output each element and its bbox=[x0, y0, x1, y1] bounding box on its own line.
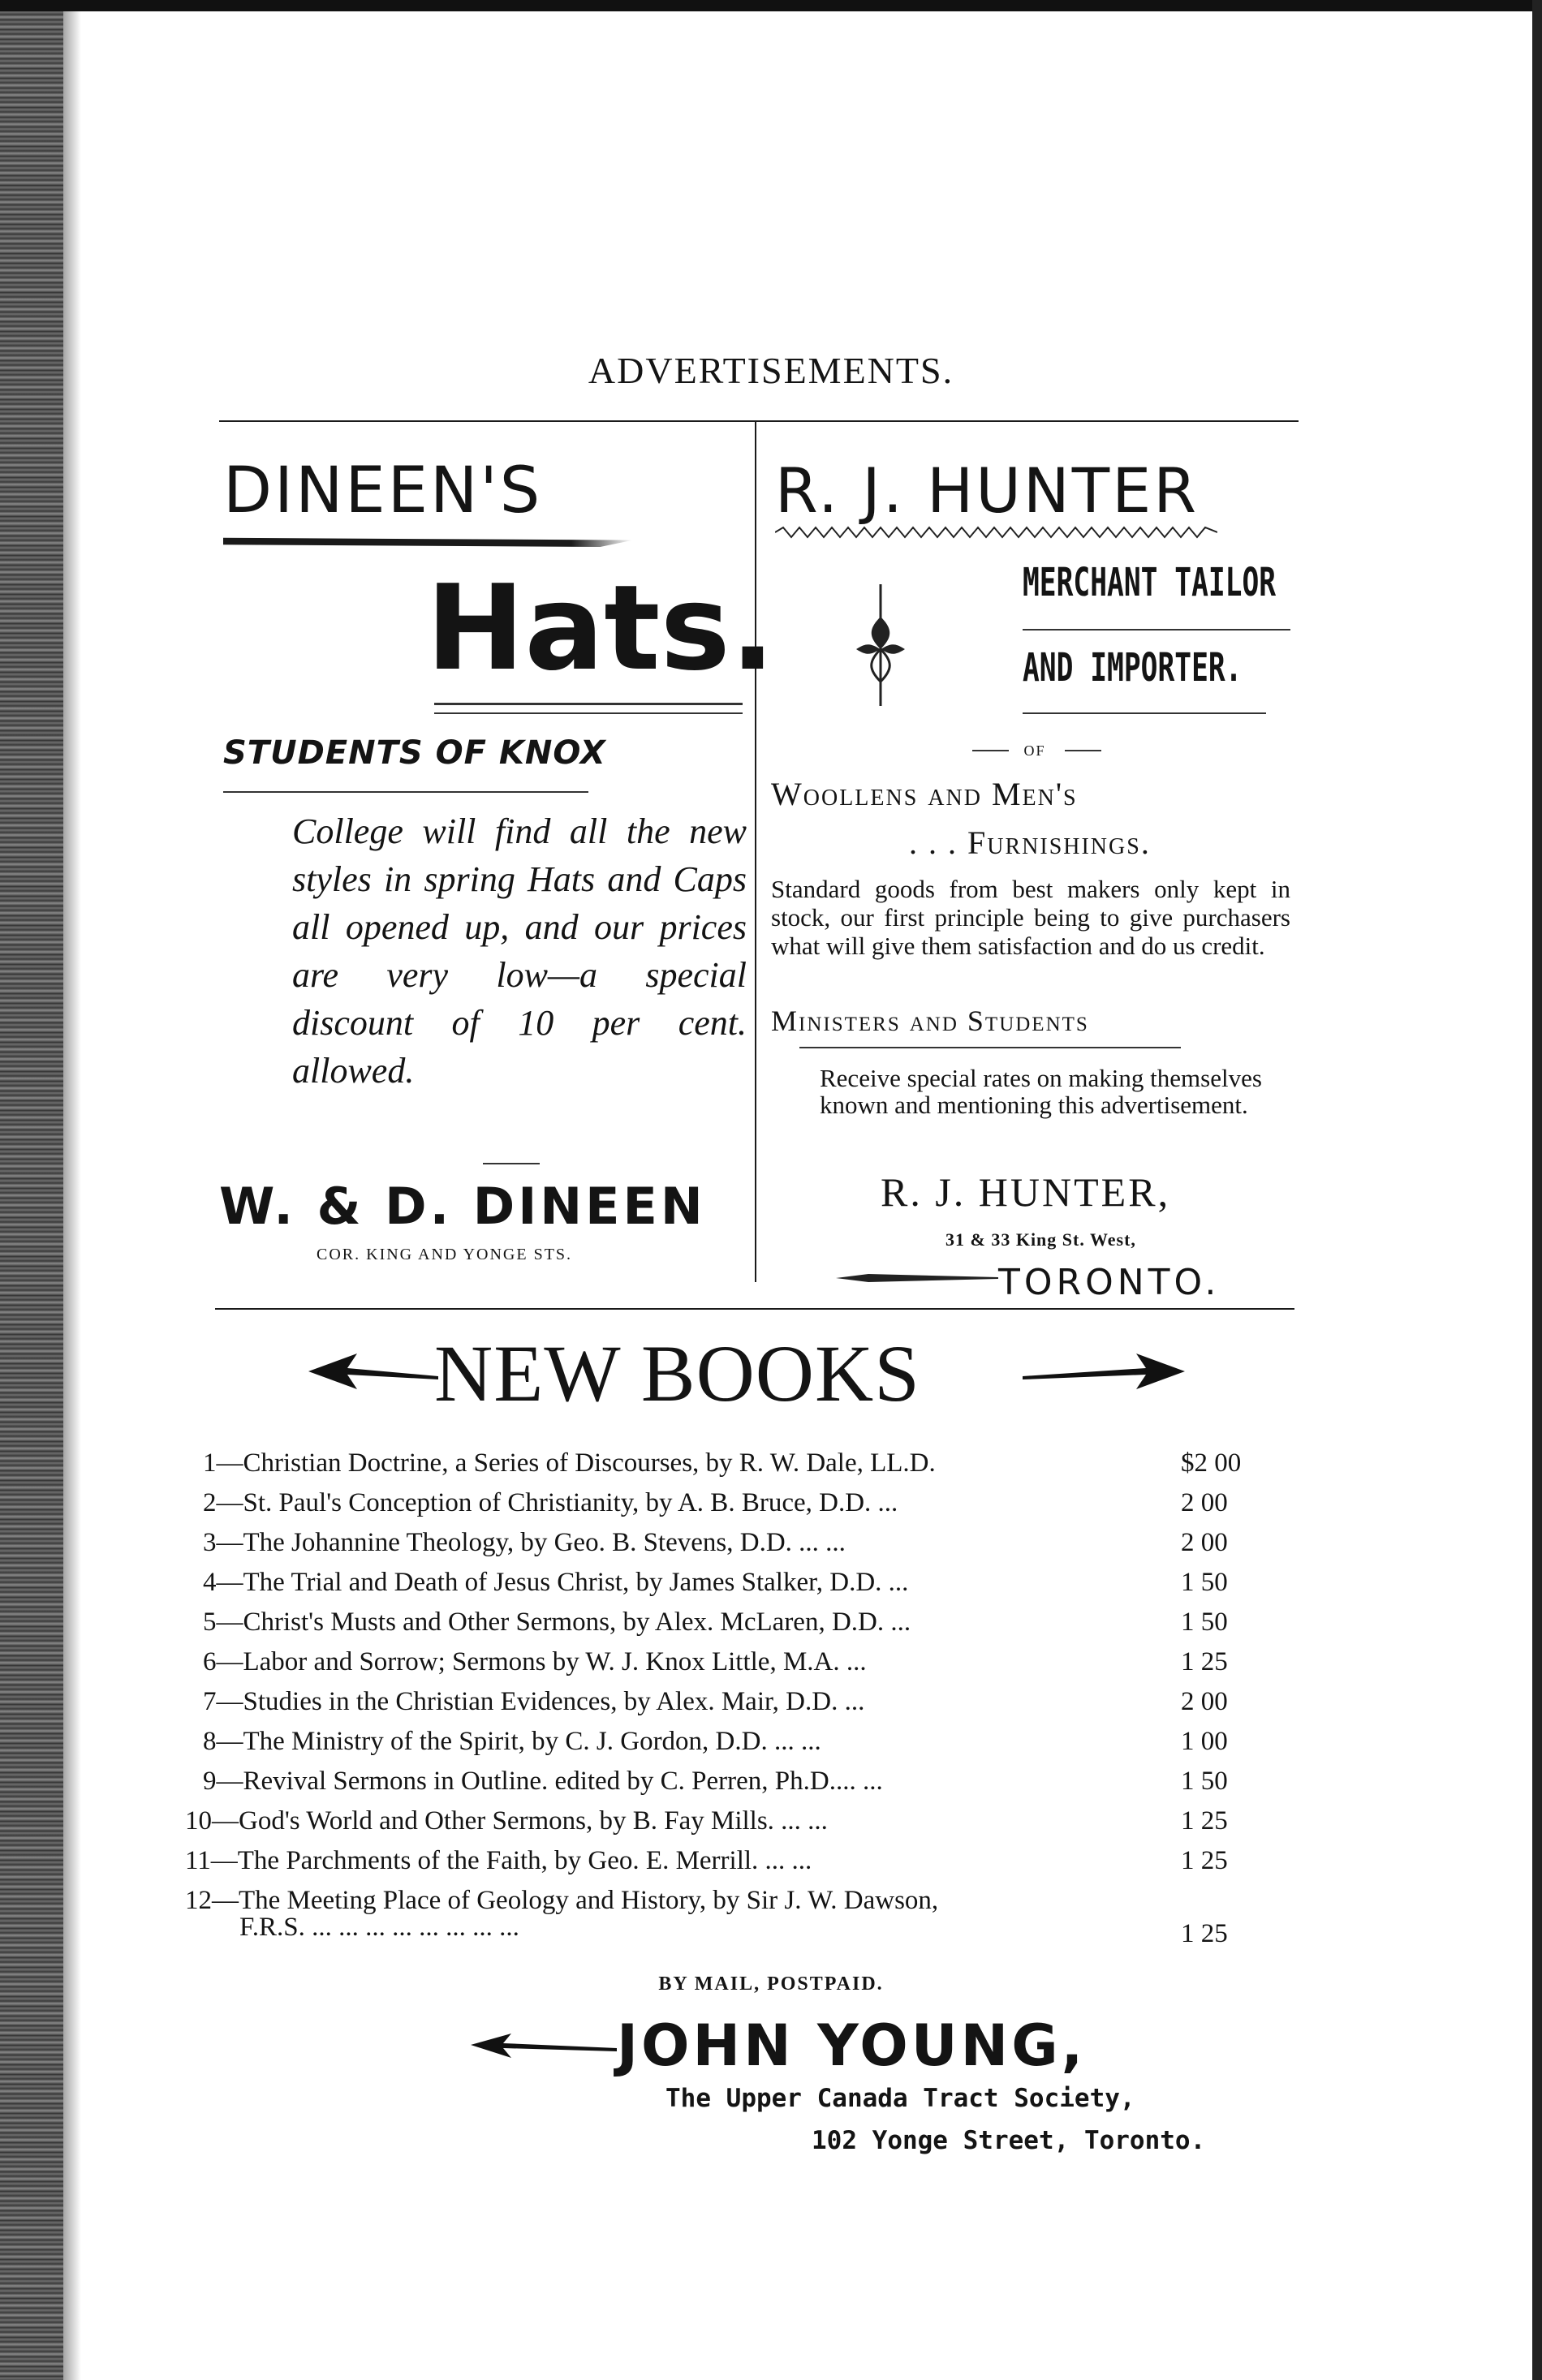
section-rule bbox=[215, 1308, 1294, 1310]
book-price: 1 50 bbox=[1181, 1568, 1228, 1597]
hunter-body-text: Standard goods from best makers only kept in stock, our first principle being to give purchasers what will give them satisfaction and do us credit. bbox=[771, 875, 1290, 960]
book-price: 1 25 bbox=[1181, 1806, 1228, 1836]
hunter-receive-text: Receive special rates on making themselves known and mentioning this advertisement. bbox=[820, 1064, 1262, 1119]
john-young-name: JOHN YOUNG, bbox=[617, 2012, 1087, 2079]
book-price: 1 25 bbox=[1181, 1647, 1228, 1676]
book-title: 12—The Meeting Place of Geology and History, by Sir J. W. Dawson, bbox=[185, 1886, 939, 1915]
toronto-swash bbox=[836, 1272, 998, 1284]
dineen-separator bbox=[483, 1163, 540, 1164]
hunter-furnishings: . . . Furnishings. bbox=[909, 824, 1151, 861]
header-rule bbox=[219, 420, 1299, 422]
hunter-trade-line-2: AND IMPORTER. bbox=[1023, 645, 1243, 691]
column-divider bbox=[755, 422, 756, 1282]
hunter-signature: R. J. HUNTER, bbox=[881, 1169, 1171, 1215]
book-price: 2 00 bbox=[1181, 1687, 1228, 1716]
scan-top-edge bbox=[0, 0, 1542, 11]
book-title: 4—The Trial and Death of Jesus Christ, by James Stalker, D.D. ... bbox=[203, 1568, 909, 1597]
book-title: 6—Labor and Sorrow; Sermons by W. J. Knox Little, M.A. ... bbox=[203, 1647, 867, 1676]
page-header: ADVERTISEMENTS. bbox=[588, 350, 954, 391]
dineen-product: Hats. bbox=[426, 560, 775, 697]
john-young-address: 102 Yonge Street, Toronto. bbox=[812, 2126, 1206, 2155]
dineen-body-text: College will find all the new styles in spring Hats and Caps all opened up, and our prices are very low—a special discount of 10 per cent. allowed. bbox=[292, 811, 747, 1091]
book-title: 7—Studies in the Christian Evidences, by Alex. Mair, D.D. ... bbox=[203, 1687, 865, 1716]
hunter-city: TORONTO. bbox=[998, 1262, 1221, 1303]
of-rule-right bbox=[1065, 750, 1101, 751]
fleuron-ornament-icon bbox=[852, 584, 909, 706]
hunter-address: 31 & 33 King St. West, bbox=[945, 1229, 1136, 1250]
book-title: 9—Revival Sermons in Outline. edited by C. Perren, Ph.D.... ... bbox=[203, 1767, 883, 1796]
book-price: $2 00 bbox=[1181, 1448, 1242, 1478]
importer-rule bbox=[1023, 712, 1266, 714]
book-title: 8—The Ministry of the Spirit, by C. J. Gordon, D.D. ... ... bbox=[203, 1727, 821, 1756]
john-young-arrow-icon bbox=[471, 2029, 617, 2061]
hunter-wave-ornament bbox=[775, 526, 1217, 539]
ministers-rule bbox=[799, 1047, 1181, 1048]
book-price: 1 25 bbox=[1181, 1919, 1228, 1948]
hunter-brand: R. J. HUNTER bbox=[775, 454, 1200, 527]
students-rule bbox=[223, 791, 588, 793]
by-mail-note: BY MAIL, POSTPAID. bbox=[658, 1973, 884, 1995]
merchant-rule bbox=[1023, 629, 1290, 631]
hunter-of: OF bbox=[1023, 742, 1046, 759]
book-price: 1 25 bbox=[1181, 1846, 1228, 1875]
book-title: 5—Christ's Musts and Other Sermons, by Alex. McLaren, D.D. ... bbox=[203, 1607, 911, 1637]
right-arrow-ornament-icon bbox=[1023, 1347, 1185, 1396]
book-price: 2 00 bbox=[1181, 1528, 1228, 1557]
book-title: 3—The Johannine Theology, by Geo. B. Stevens, D.D. ... ... bbox=[203, 1528, 846, 1557]
book-price: 1 50 bbox=[1181, 1607, 1228, 1637]
book-title: 11—The Parchments of the Faith, by Geo. E. Merrill. ... ... bbox=[185, 1846, 812, 1875]
book-price: 1 00 bbox=[1181, 1727, 1228, 1756]
john-young-society: The Upper Canada Tract Society, bbox=[665, 2084, 1135, 2113]
book-title: 1—Christian Doctrine, a Series of Discourses, by R. W. Dale, LL.D. bbox=[203, 1448, 936, 1478]
book-price: 2 00 bbox=[1181, 1488, 1228, 1517]
dineen-address: COR. KING AND YONGE STS. bbox=[317, 1246, 573, 1263]
book-title: 10—God's World and Other Sermons, by B. Fay Mills. ... ... bbox=[185, 1806, 828, 1836]
hunter-ministers: Ministers and Students bbox=[771, 1005, 1089, 1037]
left-arrow-ornament-icon bbox=[308, 1347, 438, 1396]
book-price: 1 50 bbox=[1181, 1767, 1228, 1796]
book-title: 2—St. Paul's Conception of Christianity, by A. B. Bruce, D.D. ... bbox=[203, 1488, 898, 1517]
new-books-title: NEW BOOKS bbox=[434, 1328, 920, 1418]
hunter-trade-line-1: MERCHANT TAILOR bbox=[1023, 560, 1277, 605]
hats-rule-top bbox=[434, 703, 743, 705]
dineen-swash bbox=[223, 536, 633, 547]
dineen-students-line: STUDENTS OF KNOX bbox=[223, 734, 606, 772]
hats-rule-bottom bbox=[434, 712, 743, 714]
hunter-woollens: Woollens and Men's bbox=[771, 776, 1078, 812]
dineen-signature: W. & D. DINEEN bbox=[219, 1177, 706, 1236]
dineen-brand: DINEEN'S bbox=[223, 454, 543, 527]
book-title: F.R.S. ... ... ... ... ... ... ... ... bbox=[239, 1913, 519, 1942]
